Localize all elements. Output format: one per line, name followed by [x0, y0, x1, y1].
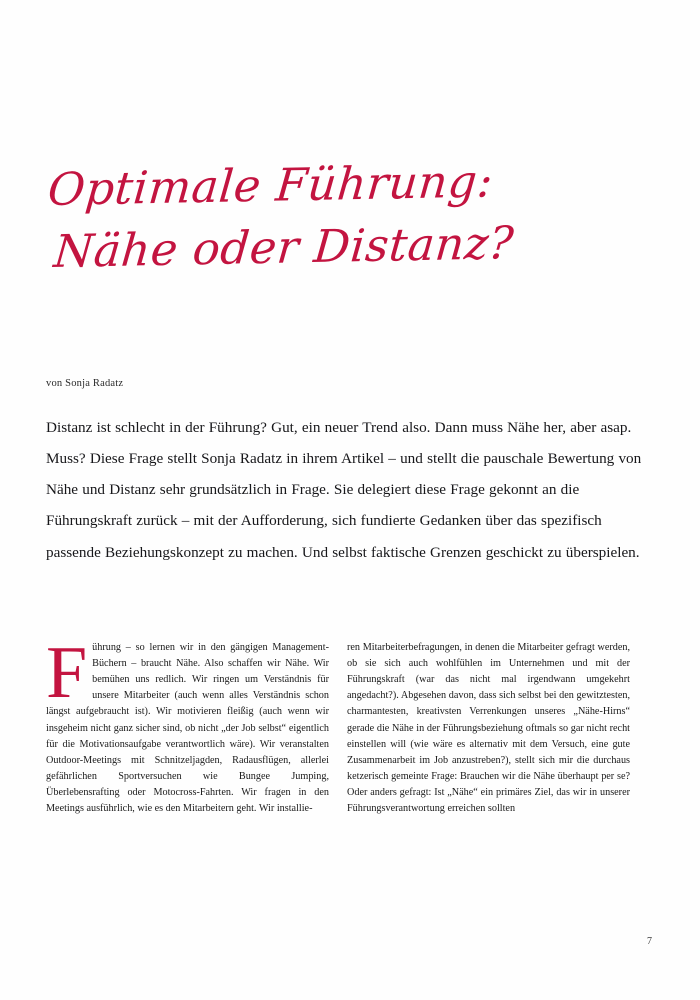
- article-body-columns: [46, 632, 650, 890]
- article-title-line-2: Nähe oder Distanz?: [51, 216, 516, 278]
- body-column-right-paragraph: [347, 640, 630, 817]
- article-title-line-1: Optimale Führung:: [45, 154, 496, 216]
- article-title: [45, 154, 648, 284]
- body-column-left: [46, 632, 329, 890]
- body-column-left-paragraph: [46, 632, 329, 817]
- drop-cap: F: [46, 632, 88, 714]
- article-byline: von Sonja Radatz: [46, 378, 124, 389]
- article-lead-paragraph: Distanz ist schlecht in der Führung? Gut, ein neuer Trend also. Dann muss Nähe her, aber asap. Muss? Diese Frage stellt Sonja Radatz in ihrem Artikel – und stellt die pauschale Bewertung von Nähe und Distanz sehr grundsätzlich in Frage. Sie delegiert diese Frage gekonnt an die Führungskraft zurück – mit der Aufforderung, sich fundierte Gedanken über das spezifisch passende Beziehungskonzept zu machen. Und selbst faktische Grenzen geschickt zu überspielen.: [46, 419, 642, 561]
- body-column-right: [347, 640, 630, 890]
- body-column-left-text: ührung – so lernen wir in den gängigen Management-Büchern – braucht Nähe. Also schaffen wir Nähe. Wir bemühen uns redlich. Wir ringen um Verständnis für unsere Mitarbeiter (auch wenn alles Verständnis schon längst aufgebraucht ist). Wir motivieren fleißig (auch wenn wir insgeheim nicht ganz sicher sind, ob nicht „der Job selbst“ eigentlich für die Motivationsaufgabe verantwortlich wäre). Wir veranstalten Outdoor-Meetings mit Schnitzeljagden, Radausflügen, allerlei gefährlichen Sportversuchen wie Bungee Jumping, Überlebensrafting oder Motocross-Fahrten. Wir fragen in den Meetings ausführlich, wie es den Mitarbeitern geht. Wir installie-: [46, 642, 329, 815]
- page-number: 7: [647, 936, 652, 947]
- body-column-right-text: ren Mitarbeiterbefragungen, in denen die Mitarbeiter gefragt werden, ob sie sich auch wohlfühlen im Unternehmen und mit der Führungskraft (war das nicht mal irgendwann umgekehrt angedacht?). Abgesehen davon, dass sich selbst bei den gewitztesten, charmantesten, kreativsten Verrenkungen unseres „Nähe-Hirns“ gerade die Nähe in der Führungsbeziehung oftmals so gar nicht recht einstellen will (wie wäre es alternativ mit dem Versuch, eine gute Zusammenarbeit im Job anzustreben?), stellt sich mir die durchaus ketzerisch gemeinte Frage: Brauchen wir die Nähe überhaupt per se? Oder anders gefragt: Ist „Nähe“ ein primäres Ziel, das wir in unserer Führungsverantwortung erreichen sollten: [347, 642, 630, 815]
